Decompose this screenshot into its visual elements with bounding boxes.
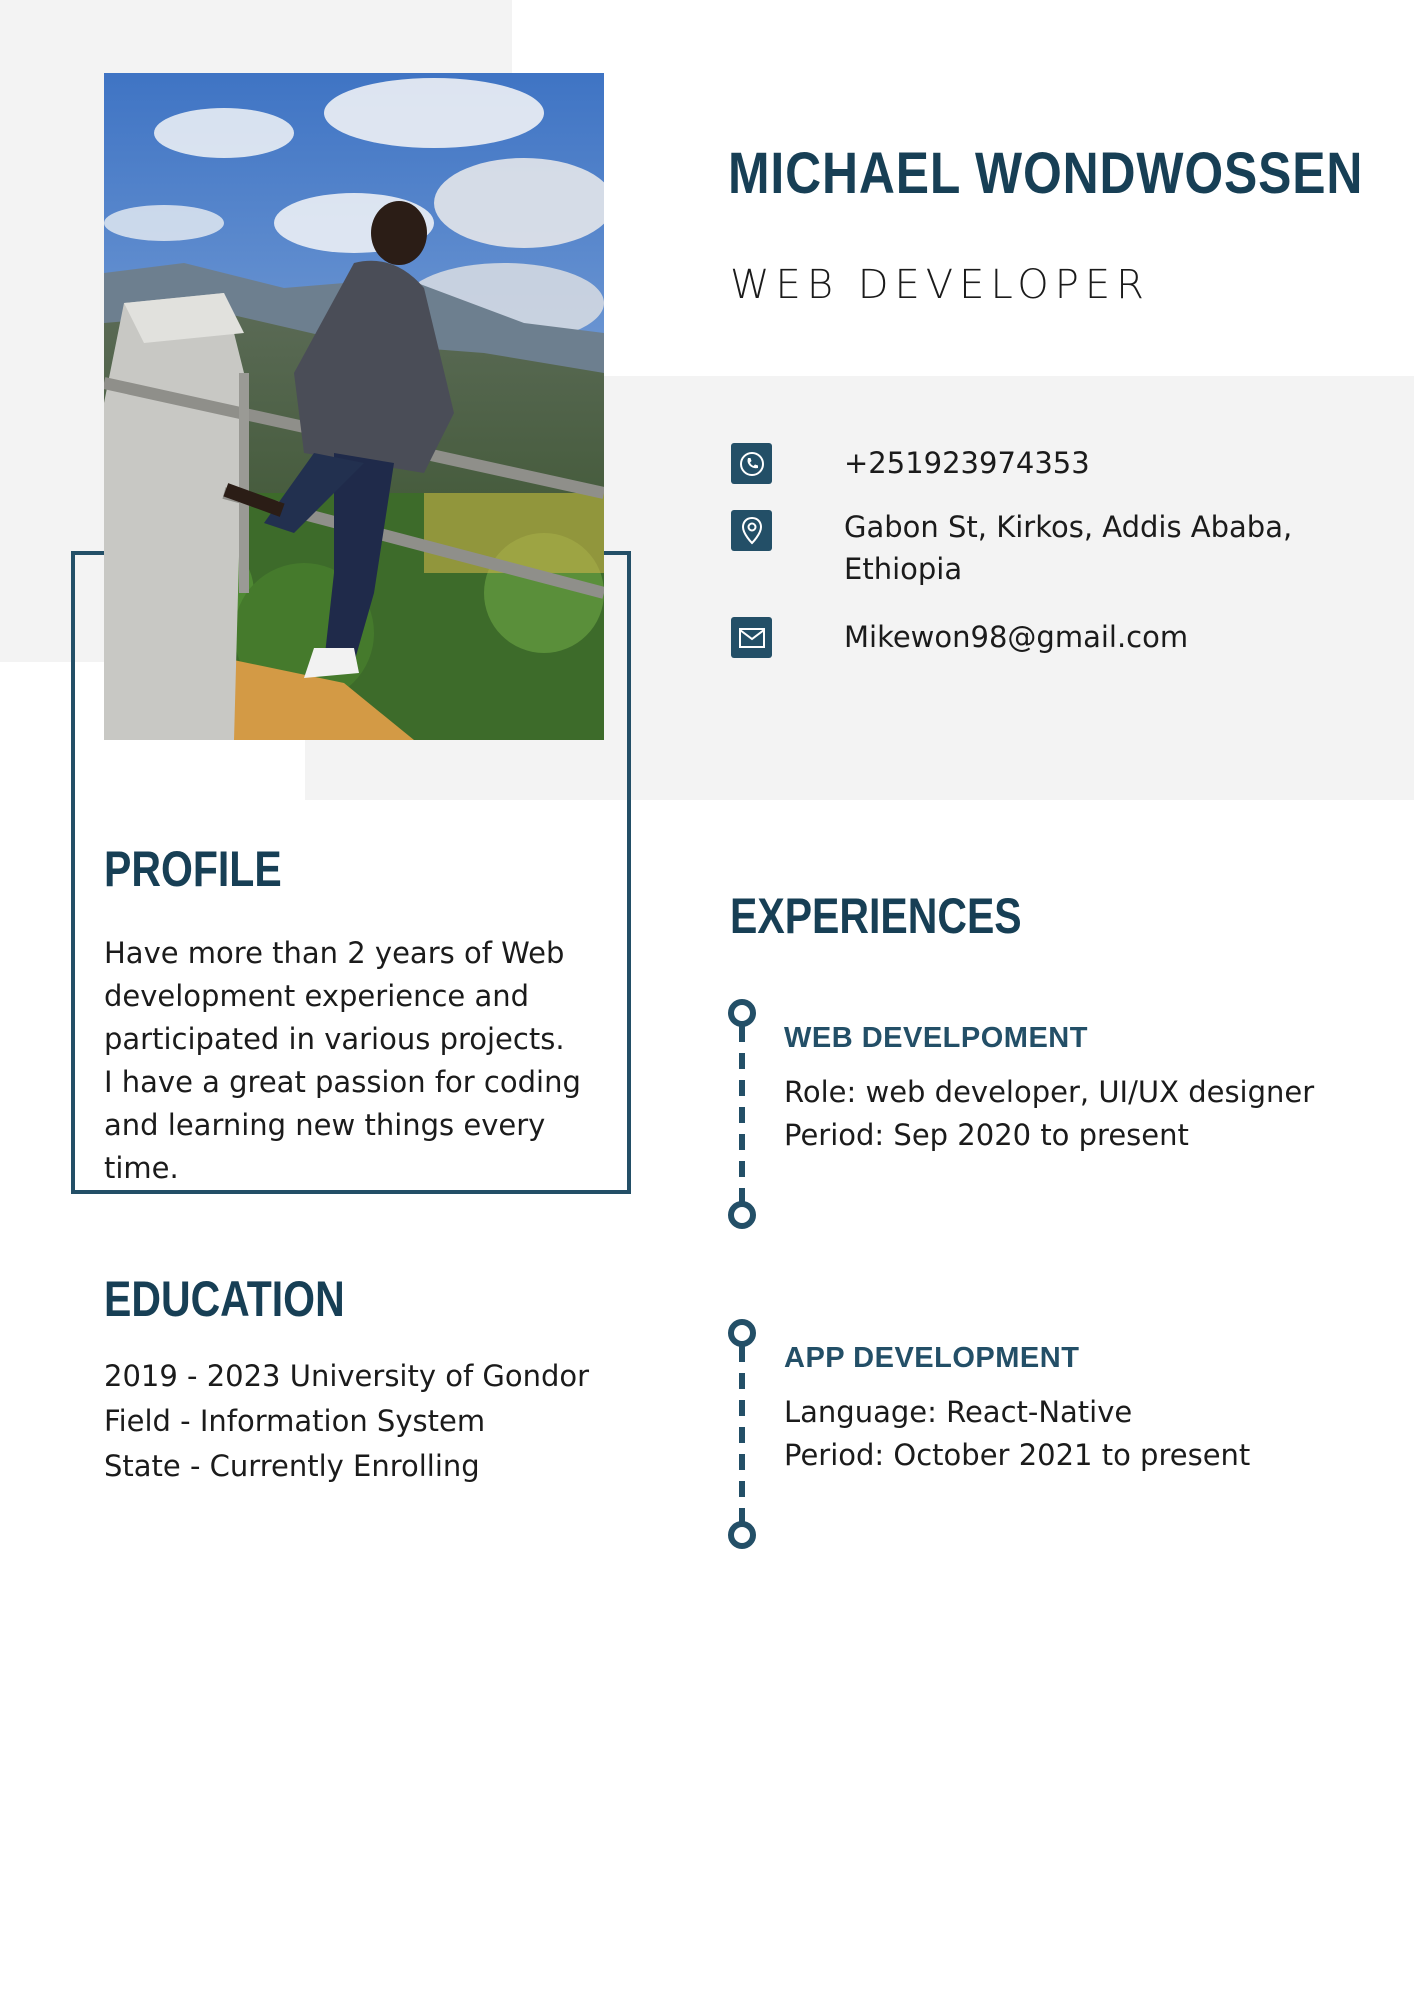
profile-heading: PROFILE [104,841,282,897]
experiences-heading: EXPERIENCES [730,888,1022,944]
job-title: WEB DEVELOPER [730,262,1150,308]
person-name: MICHAEL WONDWOSSEN [728,141,1364,206]
timeline-connector [727,1318,757,1550]
education-line: State - Currently Enrolling [104,1449,480,1483]
contact-phone [731,443,1304,484]
experience-item [784,1342,1250,1477]
location-pin-icon [731,510,772,551]
experience-item [784,1022,1314,1157]
experience-heading: WEB DEVELPOMENT [784,1022,1088,1054]
education-heading: EDUCATION [104,1271,345,1327]
contact-address [731,510,1304,590]
address-text: Gabon St, Kirkos, Addis Ababa, Ethiopia [844,510,1293,586]
experience-language: Language: React-Native [784,1395,1133,1429]
mail-icon [731,617,772,658]
email-address[interactable]: Mikewon98@gmail.com [844,620,1189,654]
timeline-connector [727,998,757,1230]
profile-paragraph-1: Have more than 2 years of Web development experience and participated in various projects. [104,936,565,1056]
education-line: 2019 - 2023 University of Gondor [104,1359,590,1393]
contact-email [731,617,1304,658]
phone-icon [731,443,772,484]
experience-period: Period: October 2021 to present [784,1438,1251,1472]
experience-heading: APP DEVELOPMENT [784,1342,1080,1374]
experience-role: Role: web developer, UI/UX designer [784,1075,1315,1109]
phone-number[interactable]: +251923974353 [844,446,1090,480]
experience-period: Period: Sep 2020 to present [784,1118,1189,1152]
education-list [104,1354,589,1489]
education-line: Field - Information System [104,1404,486,1438]
profile-summary [104,932,604,1190]
profile-photo [104,73,604,740]
profile-paragraph-2: I have a great passion for coding and learning new things every time. [104,1065,581,1185]
